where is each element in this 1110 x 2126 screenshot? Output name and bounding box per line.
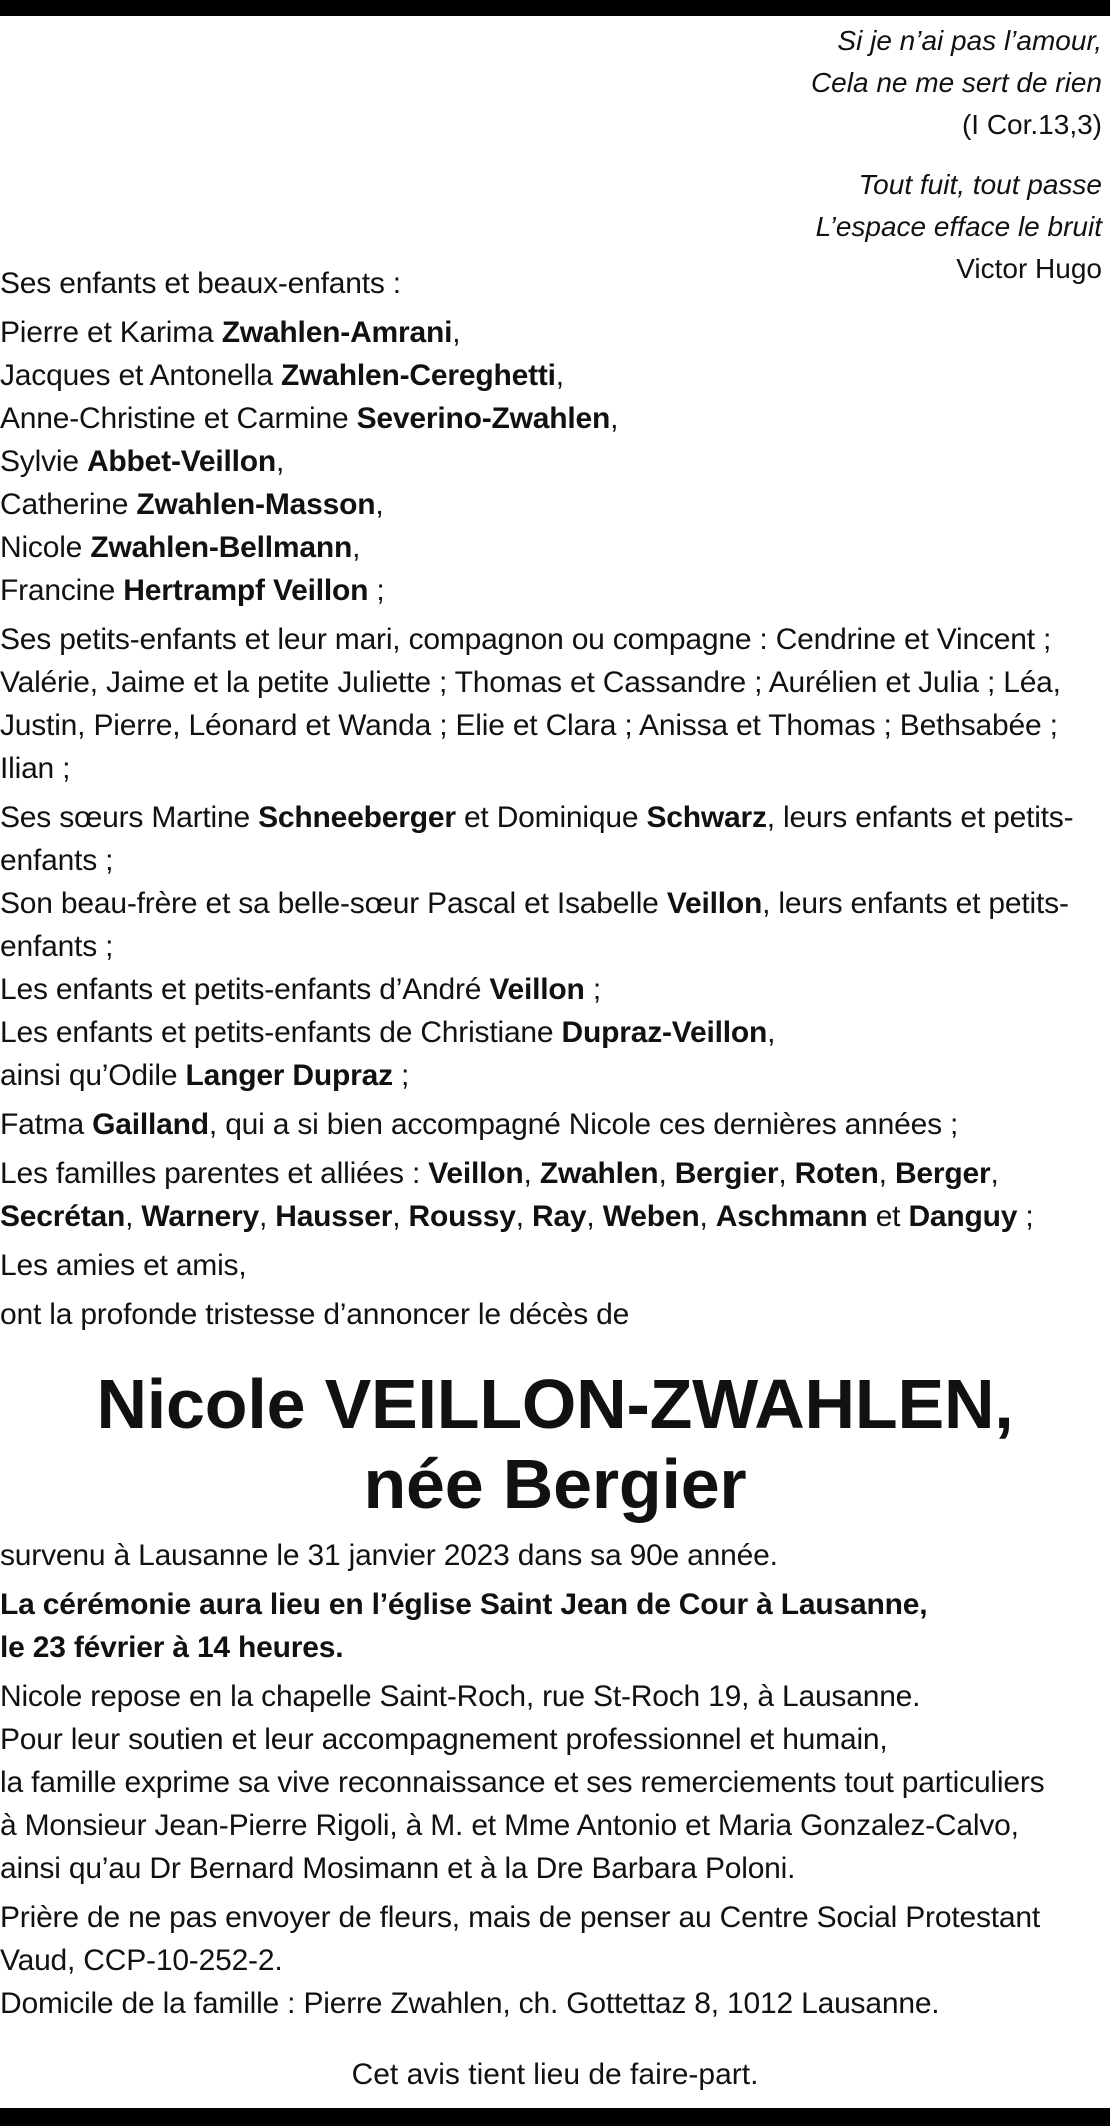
rest-line: la famille exprime sa vive reconnaissance et ses remerciements tout particuliers xyxy=(0,1766,1045,1799)
conjunction: et xyxy=(867,1200,909,1233)
family-name: Zwahlen-Masson xyxy=(136,488,376,521)
domicile-line: Domicile de la famille : Pierre Zwahlen, ch. Gottettaz 8, 1012 Lausanne. xyxy=(0,1987,940,2020)
text: , leurs enfants et petits-enfants ; xyxy=(0,887,1069,963)
deceased-maiden-name: née Bergier xyxy=(363,1445,747,1523)
children-list xyxy=(0,311,1110,612)
child-entry xyxy=(0,311,1110,354)
child-entry xyxy=(0,440,1110,483)
friends-line: Les amies et amis, xyxy=(0,1249,247,1282)
text: , xyxy=(767,1016,776,1049)
rest-line: Nicole repose en la chapelle Saint-Roch, rue St-Roch 19, à Lausanne. xyxy=(0,1680,921,1713)
ceremony-text: La cérémonie aura lieu en l’église Saint Jean de Cour à Lausanne, xyxy=(0,1588,928,1621)
given-names: Francine xyxy=(0,574,124,607)
text: , leurs enfants et petits-enfants ; xyxy=(0,801,1074,877)
family-name: Secrétan xyxy=(0,1200,126,1233)
given-names: Jacques et Antonella xyxy=(0,359,282,392)
family-name: Severino-Zwahlen xyxy=(356,402,611,435)
family-name: Zwahlen-Cereghetti xyxy=(281,359,556,392)
family-name: Langer Dupraz xyxy=(185,1059,393,1092)
quote-corinthians xyxy=(811,20,1102,146)
ceremony-block xyxy=(0,1583,1110,1669)
families-prefix: Les familles parentes et alliées : xyxy=(0,1157,429,1190)
andre-line xyxy=(0,968,1110,1011)
family-name: Abbet-Veillon xyxy=(86,445,277,478)
rest-block xyxy=(0,1675,1110,1890)
family-name: Hausser xyxy=(275,1200,393,1233)
text: , qui a si bien accompagné Nicole ces dernières années ; xyxy=(208,1108,959,1141)
punct: , xyxy=(276,445,285,478)
punct: , xyxy=(375,488,384,521)
ceremony-line xyxy=(0,1583,1110,1626)
family-name: Hertrampf Veillon xyxy=(123,574,369,607)
rest-line: Pour leur soutien et leur accompagnement professionnel et humain, xyxy=(0,1723,888,1756)
quote-line: Tout fuit, tout passe xyxy=(858,169,1102,200)
children-intro: Ses enfants et beaux-enfants : xyxy=(0,267,401,300)
family-name: Veillon xyxy=(489,973,585,1006)
family-name: Weben xyxy=(602,1200,700,1233)
given-names: Nicole xyxy=(0,531,91,564)
family-name: Zwahlen xyxy=(539,1157,659,1190)
given-names: Catherine xyxy=(0,488,137,521)
given-names: Pierre et Karima xyxy=(0,316,222,349)
text: Ses sœurs Martine xyxy=(0,801,259,834)
inlaws-paragraph xyxy=(0,882,1110,968)
text: Les enfants et petits-enfants de Christiane xyxy=(0,1016,562,1049)
quote-source: Victor Hugo xyxy=(956,253,1102,284)
family-name: Schneeberger xyxy=(258,801,456,834)
bottom-border xyxy=(0,2108,1110,2126)
flowers-paragraph: Prière de ne pas envoyer de fleurs, mais de penser au Centre Social Protestant Vaud, CCP-10-252-2. xyxy=(0,1901,1040,1977)
top-border xyxy=(0,0,1110,16)
quote-line: L’espace efface le bruit xyxy=(815,211,1102,242)
child-entry xyxy=(0,526,1110,569)
family-name: Veillon xyxy=(428,1157,524,1190)
family-name: Veillon xyxy=(666,887,763,920)
family-name: Zwahlen-Bellmann xyxy=(90,531,353,564)
punct: , xyxy=(452,316,461,349)
text: ainsi qu’Odile xyxy=(0,1059,186,1092)
family-name: Roten xyxy=(794,1157,879,1190)
death-line: survenu à Lausanne le 31 janvier 2023 dans sa 90e année. xyxy=(0,1539,778,1572)
families-paragraph: Les familles parentes et alliées : Veillon, Zwahlen, Bergier, Roten, Berger, Secrétan, Warnery, Hausser, Roussy, Ray, Weben, Aschmann et Danguy ; xyxy=(0,1157,1034,1233)
family-name: Bergier xyxy=(674,1157,779,1190)
deceased-name-block xyxy=(0,1364,1110,1524)
obituary-body xyxy=(0,262,1110,2025)
child-entry xyxy=(0,354,1110,397)
footer-note: Cet avis tient lieu de faire-part. xyxy=(351,2058,759,2091)
punct: , xyxy=(610,402,619,435)
child-entry xyxy=(0,397,1110,440)
text: ; xyxy=(392,1059,410,1092)
family-name: Roussy xyxy=(408,1200,516,1233)
family-name: Aschmann xyxy=(715,1200,868,1233)
family-name: Ray xyxy=(531,1200,587,1233)
family-name: Berger xyxy=(894,1157,991,1190)
text: et Dominique xyxy=(455,801,647,834)
families-suffix: ; xyxy=(1017,1200,1034,1233)
punct: ; xyxy=(368,574,385,607)
fatma-line xyxy=(0,1103,1110,1146)
family-name: Gailland xyxy=(92,1108,209,1141)
ceremony-line xyxy=(0,1626,1110,1669)
deceased-name: Nicole VEILLON-ZWAHLEN, xyxy=(96,1365,1014,1443)
child-entry xyxy=(0,483,1110,526)
child-entry xyxy=(0,569,1110,612)
epigraphs xyxy=(811,20,1102,290)
grandchildren-paragraph: Ses petits-enfants et leur mari, compagnon ou compagne : Cendrine et Vincent ; Valérie, Jaime et la petite Juliette ; Thomas et Cassandre ; Aurélien et Julia ; Léa, Justin, Pierre, Léonard et Wanda ; Elie et Clara ; Anissa et Thomas ; Bethsabée ; Ilian ; xyxy=(0,623,1061,785)
odile-line xyxy=(0,1054,1110,1097)
announcement-line: ont la profonde tristesse d’annoncer le décès de xyxy=(0,1298,630,1331)
text: Son beau-frère et sa belle-sœur Pascal et Isabelle xyxy=(0,887,667,920)
text: ; xyxy=(584,973,601,1006)
family-name: Dupraz-Veillon xyxy=(561,1016,768,1049)
text: Fatma xyxy=(0,1108,93,1141)
family-name: Danguy xyxy=(908,1200,1018,1233)
family-name: Schwarz xyxy=(646,801,767,834)
rest-line: à Monsieur Jean-Pierre Rigoli, à M. et Mme Antonio et Maria Gonzalez-Calvo, xyxy=(0,1809,1019,1842)
ceremony-text: le 23 février à 14 heures. xyxy=(0,1631,344,1664)
family-name: Warnery xyxy=(141,1200,259,1233)
quote-line: Si je n’ai pas l’amour, xyxy=(837,25,1102,56)
text: Les enfants et petits-enfants d’André xyxy=(0,973,490,1006)
quote-line: Cela ne me sert de rien xyxy=(810,67,1102,98)
family-name: Zwahlen-Amrani xyxy=(221,316,453,349)
rest-line: ainsi qu’au Dr Bernard Mosimann et à la Dre Barbara Poloni. xyxy=(0,1852,796,1885)
christiane-line xyxy=(0,1011,1110,1054)
given-names: Anne-Christine et Carmine xyxy=(0,402,357,435)
given-names: Sylvie xyxy=(0,445,87,478)
quote-source: (I Cor.13,3) xyxy=(961,109,1102,140)
punct: , xyxy=(555,359,564,392)
punct: , xyxy=(352,531,361,564)
sisters-paragraph xyxy=(0,796,1110,882)
